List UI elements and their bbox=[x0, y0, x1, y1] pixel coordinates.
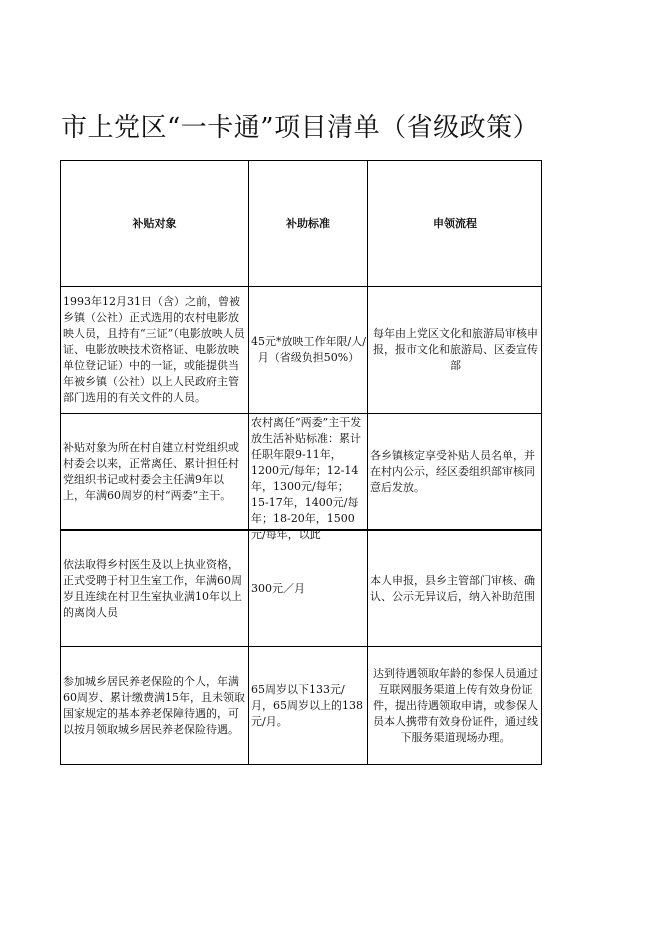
cell-text: 每年由上党区文化和旅游局审核申报，报市文化和旅游局、区委宣传部 bbox=[373, 327, 538, 372]
table-row-2-process bbox=[370, 414, 541, 529]
table-row-1-standard bbox=[251, 287, 366, 413]
cell-text: 依法取得乡村医生及以上执业资格，正式受聘于村卫生室工作，年满60周岁且连续在村卫生室执业满10年以上的离岗人员 bbox=[63, 557, 242, 619]
cell-text: 1993年12月31日（含）之前，曾被乡镇（公社）正式选用的农村电影放映人员，且持有“三证”（电影放映人员证、电影放映技术资格证、电影放映单位登记证）中的一证，或能提供当年被乡镇（公社）以上人民政府主管部门选用的有关文件的人员。 bbox=[63, 295, 245, 404]
table-row-3-standard bbox=[251, 531, 366, 646]
cell-text: 300元／月 bbox=[251, 581, 305, 595]
cell-text: 65周岁以下133元/月，65周岁以上的138元/月。 bbox=[251, 682, 363, 728]
table-row-4-target bbox=[63, 647, 245, 764]
table-row-1-process bbox=[370, 287, 541, 413]
cell-text: 本人申报，县乡主管部门审核、确认、公示无异议后，纳入补助范围 bbox=[370, 573, 535, 603]
table-row-1-target bbox=[63, 287, 245, 413]
table-row-3-target bbox=[63, 531, 245, 646]
cell-text: 达到待遇领取年龄的参保人员通过互联网服务渠道上传有效身份证件，提出待遇领取申请，或参保人员本人携带有效身份证件，通过线下服务渠道现场办理。 bbox=[373, 666, 538, 744]
header-process: 申领流程 bbox=[433, 216, 477, 230]
cell-text: 各乡镇核定享受补贴人员名单，并在村内公示，经区委组织部审核同意后发放。 bbox=[370, 448, 535, 494]
cell-text: 参加城乡居民养老保险的个人，年满60周岁、累计缴费满15年，且未领取国家规定的基本养老保障待遇的，可以按月领取城乡居民养老保险待遇。 bbox=[63, 674, 245, 736]
table-row-2-target bbox=[63, 414, 245, 529]
table-row-4-standard bbox=[251, 647, 366, 764]
policy-table bbox=[60, 160, 542, 765]
header-standard: 补助标准 bbox=[286, 216, 330, 230]
cell-text: 45元*放映工作年限/人/月（省级负担50%） bbox=[251, 335, 366, 364]
header-target: 补贴对象 bbox=[132, 216, 177, 230]
cell-text: 农村离任“两委”主干发放生活补贴标准：累计任职年限9-11年，1200元/每年；12-14年，1300元/每年；15-17年，1400元/每年；18-20年，1500元/每年，以此 bbox=[251, 416, 362, 541]
page-title: 市上党区“一卡通”项目清单（省级政策） bbox=[61, 113, 540, 143]
cell-text: 补贴对象为所在村自建立村党组织或村委会以来，正常离任、累计担任村党组织书记或村委会主任满9年以上，年满60周岁的村“两委”主干。 bbox=[63, 440, 239, 502]
table-row-2-standard bbox=[251, 414, 366, 541]
table-row-3-process bbox=[370, 531, 541, 646]
table-row-4-process bbox=[370, 647, 541, 764]
